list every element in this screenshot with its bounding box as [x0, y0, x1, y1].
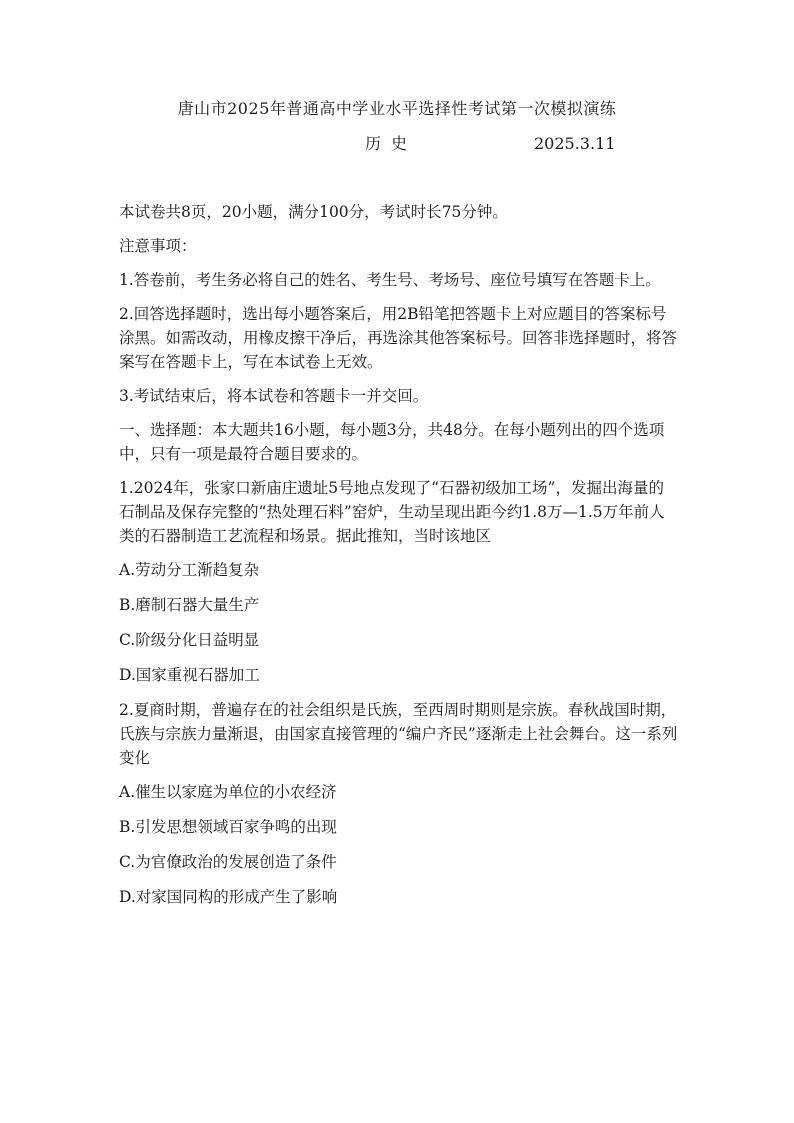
question-2-option-d: D.对家国同构的形成产生了影响: [119, 888, 338, 906]
subject-label: 历史: [365, 134, 418, 153]
question-2-stem: 2.夏商时期，普遍存在的社会组织是氏族，至西周时期则是宗族。春秋战国时期，氏族与宗族力量渐退，由国家直接管理的“编户齐民”逐渐走上社会舞台。这一系列变化: [119, 701, 678, 767]
question-1-option-b: B.磨制石器大量生产: [119, 596, 260, 614]
exam-title: 唐山市2025年普通高中学业水平选择性考试第一次模拟演练: [177, 99, 617, 118]
question-1-stem: 1.2024年，张家口新庙庄遗址5号地点发现了“石器初级加工场”，发掘出海量的石制品及保存完整的“热处理石料”窑炉，生动呈现出距今约1.8万—1.5万年前人类的石器制造工艺流程和场景。据此推知，当时该地区: [119, 479, 665, 545]
notice-title: 注意事项：: [119, 237, 197, 255]
question-2-option-a: A.催生以家庭为单位的小农经济: [119, 783, 337, 801]
exam-date: 2025.3.11: [534, 134, 616, 153]
question-1-option-a: A.劳动分工渐趋复杂: [119, 561, 260, 579]
question-1-option-c: C.阶级分化日益明显: [119, 631, 260, 649]
notice-item-2: 2.回答选择题时，选出每小题答案后，用2B铅笔把答题卡上对应题目的答案标号涂黑。如需改动，用橡皮擦干净后，再选涂其他答案标号。回答非选择题时，将答案写在答题卡上，写在本试卷上无效。: [119, 305, 678, 371]
exam-content: [119, 200, 679, 920]
notice-item-1: 1.答卷前，考生务必将自己的姓名、考生号、考场号、座位号填写在答题卡上。: [119, 271, 661, 289]
question-1-option-d: D.国家重视石器加工: [119, 666, 260, 684]
question-2-option-b: B.引发思想领域百家争鸣的出现: [119, 818, 337, 836]
notice-item-3: 3.考试结束后，将本试卷和答题卡一并交回。: [119, 387, 429, 405]
question-2-option-c: C.为官僚政治的发展创造了条件: [119, 853, 337, 871]
section-heading: 一、选择题：本大题共16小题，每小题3分，共48分。在每小题列出的四个选项中，只有一项是最符合题目要求的。: [119, 421, 665, 463]
exam-summary: 本试卷共8页，20小题，满分100分，考试时长75分钟。: [119, 203, 508, 221]
